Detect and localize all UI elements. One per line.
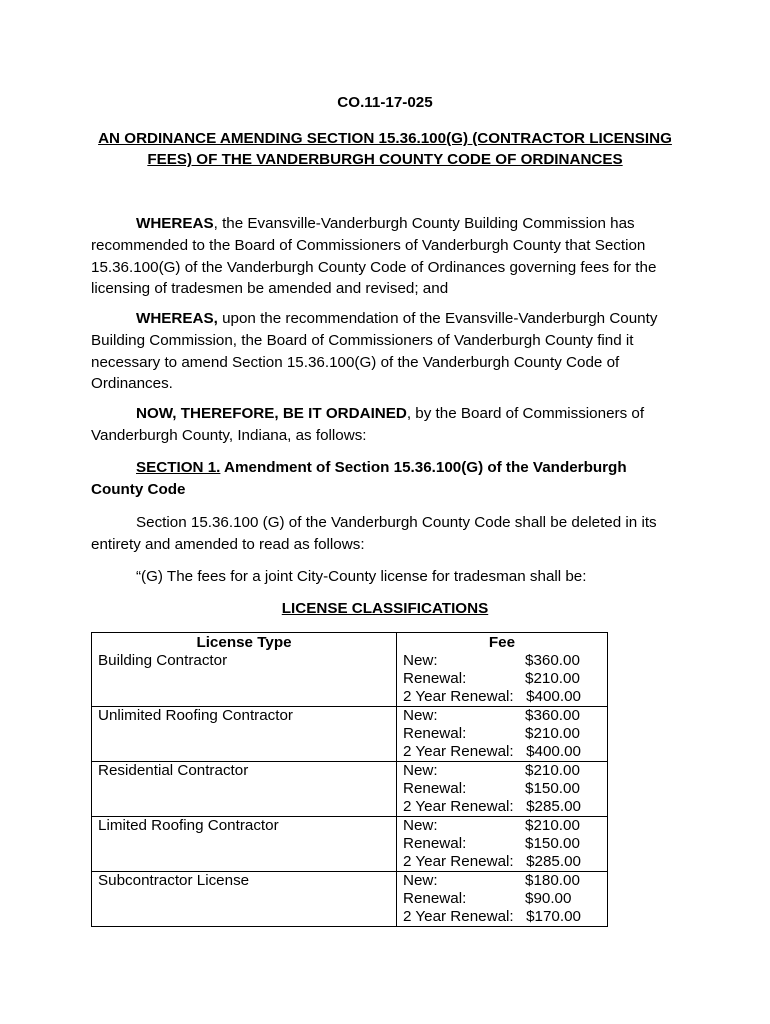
new-fee: $360.00 xyxy=(525,652,580,669)
new-label: New: xyxy=(403,872,438,889)
table-row xyxy=(92,652,608,707)
license-fee-table xyxy=(91,632,608,927)
renewal-fee: $150.00 xyxy=(525,835,580,852)
now-therefore-paragraph xyxy=(91,403,671,447)
header-fee: Fee xyxy=(397,633,608,653)
new-fee: $180.00 xyxy=(525,872,580,889)
two-year-label: 2 Year Renewal: xyxy=(403,743,514,760)
renewal-label: Renewal: xyxy=(403,670,467,687)
renewal-label: Renewal: xyxy=(403,835,467,852)
renewal-label: Renewal: xyxy=(403,890,467,907)
header-license-type: License Type xyxy=(92,633,397,653)
fee-cell xyxy=(397,707,608,762)
section-1-heading xyxy=(91,457,671,501)
license-type-cell: Subcontractor License xyxy=(92,872,397,927)
whereas-text-1: , the Evansville-Vanderburgh County Building Commission has recommended to the Board of Commissioners of Vanderburgh County that Section 15.36.100(G) of the Vanderburgh County Code of Ordinances governing fees for the licensing of tradesmen be amended and revised; and xyxy=(91,215,657,298)
fee-cell xyxy=(397,762,608,817)
new-label: New: xyxy=(403,817,438,834)
section-1-title: Amendment of Section 15.36.100(G) of the Vanderburgh County Code xyxy=(91,459,627,498)
table-row xyxy=(92,817,608,872)
table-header-row xyxy=(92,633,608,653)
whereas-text-2: upon the recommendation of the Evansville-Vanderburgh County Building Commission, the Board of Commissioners of Vanderburgh County find it necessary to amend Section 15.36.100(G) of the Vanderburgh County Code of Ordinances. xyxy=(91,310,658,393)
title-line-2: FEES) OF THE VANDERBURGH COUNTY CODE OF ORDINANCES xyxy=(147,151,623,168)
section-1-text: Section 15.36.100 (G) of the Vanderburgh County Code shall be deleted in its entirety and amended to read as follows: xyxy=(91,514,657,553)
table-row xyxy=(92,872,608,927)
two-year-label: 2 Year Renewal: xyxy=(403,688,514,705)
whereas-lead-1: WHEREAS xyxy=(136,215,214,232)
new-fee: $210.00 xyxy=(525,817,580,834)
new-fee: $210.00 xyxy=(525,762,580,779)
license-type-cell: Unlimited Roofing Contractor xyxy=(92,707,397,762)
ordinance-number: CO.11-17-025 xyxy=(337,94,433,111)
two-year-fee: $170.00 xyxy=(526,908,581,925)
fee-cell xyxy=(397,872,608,927)
two-year-fee: $400.00 xyxy=(526,688,581,705)
two-year-label: 2 Year Renewal: xyxy=(403,853,514,870)
renewal-fee: $210.00 xyxy=(525,725,580,742)
two-year-fee: $400.00 xyxy=(526,743,581,760)
license-type-cell: Building Contractor xyxy=(92,652,397,707)
whereas-paragraph-2 xyxy=(91,308,671,395)
two-year-label: 2 Year Renewal: xyxy=(403,908,514,925)
two-year-label: 2 Year Renewal: xyxy=(403,798,514,815)
now-therefore-text: , by the Board of Commissioners of Vanderburgh County, Indiana, as follows: xyxy=(91,405,645,444)
new-fee: $360.00 xyxy=(525,707,580,724)
new-label: New: xyxy=(403,707,438,724)
renewal-fee: $210.00 xyxy=(525,670,580,687)
section-1-label: SECTION 1. xyxy=(136,459,221,476)
fee-cell xyxy=(397,652,608,707)
whereas-paragraph-1 xyxy=(91,213,671,300)
renewal-label: Renewal: xyxy=(403,780,467,797)
renewal-fee: $150.00 xyxy=(525,780,580,797)
fee-cell xyxy=(397,817,608,872)
two-year-fee: $285.00 xyxy=(526,798,581,815)
license-type-cell: Limited Roofing Contractor xyxy=(92,817,397,872)
license-type-cell: Residential Contractor xyxy=(92,762,397,817)
table-title: LICENSE CLASSIFICATIONS xyxy=(281,600,489,617)
whereas-lead-2: WHEREAS, xyxy=(136,310,218,327)
two-year-fee: $285.00 xyxy=(526,853,581,870)
now-therefore-lead: NOW, THEREFORE, BE IT ORDAINED xyxy=(136,405,407,422)
renewal-fee: $90.00 xyxy=(525,890,572,907)
new-label: New: xyxy=(403,652,438,669)
new-label: New: xyxy=(403,762,438,779)
fees-intro: “(G) The fees for a joint City-County license for tradesman shall be: xyxy=(136,568,587,585)
renewal-label: Renewal: xyxy=(403,725,467,742)
table-row xyxy=(92,762,608,817)
table-row xyxy=(92,707,608,762)
title-line-1: AN ORDINANCE AMENDING SECTION 15.36.100(G) (CONTRACTOR LICENSING xyxy=(98,130,672,147)
ordinance-title xyxy=(0,128,770,170)
